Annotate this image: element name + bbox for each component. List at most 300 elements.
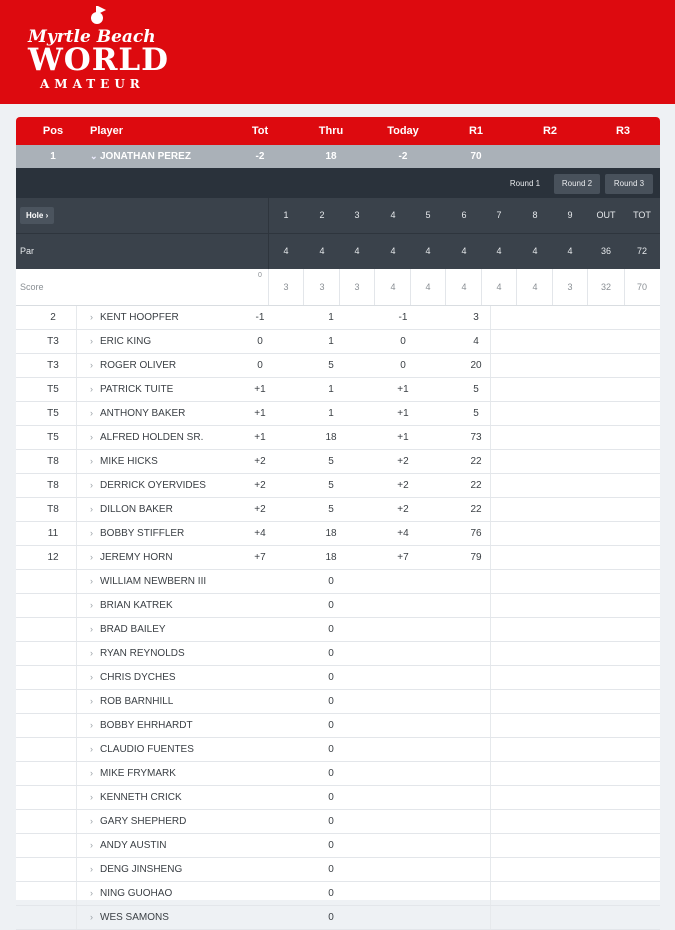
par-value: 4 [567,246,573,256]
player-today [378,642,428,665]
player-today: +1 [397,408,409,419]
par-value: 4 [425,246,431,256]
chevron-right-icon[interactable]: › [90,696,93,706]
table-row[interactable] [16,474,660,498]
table-row[interactable] [16,642,660,666]
par-label: Par [20,246,35,256]
player-name: ALFRED HOLDEN SR. [100,432,204,443]
player-thru: 0 [328,912,334,923]
hole-number: 2 [319,210,325,220]
player-tot [238,642,282,665]
player-today: -1 [398,312,408,323]
player-pos [30,762,76,785]
row-divider [76,522,77,545]
player-tot: +2 [254,480,266,491]
scorecard-divider [268,198,269,233]
player-tot [238,594,282,617]
row-divider [490,474,491,497]
table-row[interactable] [16,714,660,738]
chevron-right-icon[interactable]: › [90,600,93,610]
row-divider [490,834,491,857]
player-cell [90,762,260,785]
player-cell [90,450,260,473]
player-list [16,306,660,930]
player-thru: 0 [328,696,334,707]
row-divider [76,330,77,353]
player-today: +2 [397,504,409,515]
player-tot [238,714,282,737]
logo-line-2: WORLD [28,42,168,78]
chevron-right-icon[interactable]: › [90,528,93,538]
round-2-button[interactable]: Round 2 [554,174,600,194]
player-today: +4 [397,528,409,539]
player-name: BOBBY STIFFLER [100,528,185,539]
par-value: 4 [354,246,360,256]
row-divider [76,762,77,785]
row-divider [490,306,491,329]
player-cell [90,570,260,593]
chevron-down-icon[interactable]: ⌄ [90,151,98,161]
player-tot: 0 [257,360,263,371]
hole-button-label: Hole [26,211,44,220]
chevron-right-icon[interactable]: › [90,384,93,394]
row-divider [490,522,491,545]
player-today: 0 [400,360,406,371]
row-divider [76,618,77,641]
score-divider [445,269,446,305]
player-name: CLAUDIO FUENTES [100,744,194,755]
player-today: +1 [397,432,409,443]
player-r1: 22 [470,480,482,491]
player-name: GARY SHEPHERD [100,816,187,827]
player-name: ANDY AUSTIN [100,840,167,851]
leader-player [90,145,240,168]
score-value: 4 [461,282,467,292]
row-divider [490,498,491,521]
player-thru: 0 [328,744,334,755]
player-tot: +2 [254,456,266,467]
player-name: KENT HOOPFER [100,312,179,323]
score-row [16,269,660,306]
chevron-right-icon[interactable]: › [90,672,93,682]
player-tot: +1 [254,432,266,443]
player-cell [90,834,260,857]
score-divider [339,269,340,305]
chevron-right-icon[interactable]: › [90,816,93,826]
chevron-right-icon[interactable]: › [90,744,93,754]
table-row[interactable] [16,306,660,330]
row-divider [490,786,491,809]
row-divider [76,474,77,497]
site-header [0,0,675,104]
player-tot [238,834,282,857]
table-row[interactable] [16,786,660,810]
table-row[interactable] [16,498,660,522]
player-cell [90,354,260,377]
player-today [378,618,428,641]
player-cell [90,546,260,569]
row-divider [490,714,491,737]
score-divider [624,269,625,305]
player-pos: T8 [47,504,59,515]
scorecard-panel [16,168,660,269]
player-pos: T8 [47,456,59,467]
logo-line-3: AMATEUR [40,77,145,91]
table-row[interactable] [16,378,660,402]
player-thru: 18 [325,432,337,443]
player-pos [30,786,76,809]
table-row[interactable] [16,618,660,642]
player-today [378,882,428,905]
chevron-right-icon[interactable]: › [90,888,93,898]
player-tot [238,738,282,761]
player-today [378,786,428,809]
chevron-right-icon[interactable]: › [90,648,93,658]
table-row[interactable] [16,594,660,618]
chevron-right-icon[interactable]: › [90,912,93,922]
score-divider [374,269,375,305]
player-r1: 4 [473,336,479,347]
player-thru: 5 [328,480,334,491]
row-divider [490,330,491,353]
row-divider [490,690,491,713]
chevron-right-icon[interactable]: › [90,792,93,802]
player-today [378,594,428,617]
player-thru: 5 [328,456,334,467]
player-today [378,738,428,761]
player-today [378,690,428,713]
row-divider [76,738,77,761]
row-divider [490,666,491,689]
player-today [378,714,428,737]
score-divider [410,269,411,305]
player-today: +2 [397,480,409,491]
player-thru: 5 [328,504,334,515]
score-divider [303,269,304,305]
player-cell [90,882,260,905]
row-divider [490,738,491,761]
player-cell [90,642,260,665]
player-r1: 76 [470,528,482,539]
col-r1[interactable]: R1 [468,125,484,137]
player-pos [30,594,76,617]
score-divider [516,269,517,305]
player-cell [90,330,260,353]
player-tot [238,810,282,833]
round-3-button[interactable]: Round 3 [605,174,653,194]
chevron-right-icon[interactable]: › [90,480,93,490]
table-row[interactable] [16,402,660,426]
player-name: BRIAN KATREK [100,600,173,611]
row-divider [490,810,491,833]
player-thru: 0 [328,576,334,587]
player-name: KENNETH CRICK [100,792,182,803]
player-pos [30,834,76,857]
table-row[interactable] [16,522,660,546]
player-cell [90,474,260,497]
row-divider [76,882,77,905]
row-divider [76,402,77,425]
player-pos [30,858,76,881]
player-name: CHRIS DYCHES [100,672,176,683]
score-value: 3 [319,282,325,292]
player-today [378,834,428,857]
hole-number: 9 [567,210,573,220]
player-name: BOBBY EHRHARDT [100,720,193,731]
logo-line-1: Myrtle Beach [28,27,156,47]
player-pos [30,738,76,761]
player-tot: +7 [254,552,266,563]
score-divider [587,269,588,305]
table-row[interactable] [16,570,660,594]
col-tot[interactable]: Tot [251,125,269,137]
chevron-right-icon[interactable]: › [90,360,93,370]
table-row[interactable] [16,738,660,762]
row-divider [76,426,77,449]
chevron-right-icon[interactable]: › [90,336,93,346]
player-cell [90,810,260,833]
leaderboard-header [16,117,660,145]
table-row[interactable] [16,330,660,354]
score-value: 3 [283,282,289,292]
player-pos [30,642,76,665]
player-tot [238,786,282,809]
row-divider [490,402,491,425]
row-divider [490,882,491,905]
hole-tot-label: TOT [633,210,651,220]
player-cell [90,666,260,689]
col-pos[interactable]: Pos [42,125,64,137]
player-cell [90,522,260,545]
chevron-right-icon[interactable]: › [90,312,93,322]
hole-number: 5 [425,210,431,220]
chevron-right-icon: › [45,211,49,220]
leader-row[interactable] [16,145,660,168]
score-value: 4 [390,282,396,292]
table-row[interactable] [16,834,660,858]
hole-button[interactable] [20,207,54,224]
player-today: +2 [397,456,409,467]
player-name: ROGER OLIVER [100,360,177,371]
player-today [378,666,428,689]
player-tot: -1 [255,312,265,323]
player-cell [90,786,260,809]
player-thru: 0 [328,720,334,731]
row-divider [76,498,77,521]
player-name: JEREMY HORN [100,552,173,563]
player-pos [30,810,76,833]
player-pos: T5 [47,408,59,419]
chevron-right-icon[interactable]: › [90,408,93,418]
par-out: 36 [600,246,611,256]
table-row[interactable] [16,546,660,570]
player-tot [238,666,282,689]
row-divider [76,810,77,833]
hole-number: 1 [283,210,289,220]
chevron-right-icon[interactable]: › [90,624,93,634]
par-value: 4 [390,246,396,256]
player-tot [238,882,282,905]
row-divider [76,594,77,617]
hole-number: 4 [390,210,396,220]
hole-number: 3 [354,210,360,220]
player-today [378,762,428,785]
player-today [378,858,428,881]
hole-number: 8 [532,210,538,220]
col-player[interactable]: Player [90,125,124,137]
player-thru: 5 [328,360,334,371]
col-today[interactable]: Today [387,125,419,137]
chevron-right-icon[interactable]: › [90,720,93,730]
player-cell [90,690,260,713]
player-thru: 18 [325,552,337,563]
row-divider [490,594,491,617]
table-row[interactable] [16,762,660,786]
chevron-right-icon[interactable]: › [90,456,93,466]
player-today [378,906,428,929]
player-thru: 0 [328,840,334,851]
row-divider [490,450,491,473]
score-divider [481,269,482,305]
player-today [378,810,428,833]
table-row[interactable] [16,690,660,714]
leader-thru: 18 [325,151,337,162]
row-divider [490,858,491,881]
player-pos: 2 [50,312,56,323]
player-cell [90,618,260,641]
score-value: 4 [425,282,431,292]
chevron-right-icon[interactable]: › [90,576,93,586]
row-divider [490,570,491,593]
col-r3[interactable]: R3 [615,125,631,137]
player-tot [238,570,282,593]
row-divider [76,786,77,809]
player-cell [90,426,260,449]
player-pos [30,666,76,689]
player-name: RYAN REYNOLDS [100,648,185,659]
player-cell [90,306,260,329]
player-cell [90,906,260,929]
player-r1: 5 [473,408,479,419]
chevron-right-icon[interactable]: › [90,504,93,514]
table-row[interactable] [16,450,660,474]
player-r1: 20 [470,360,482,371]
player-pos: T3 [47,360,59,371]
chevron-right-icon[interactable]: › [90,552,93,562]
player-today [378,570,428,593]
round-1-button[interactable]: Round 1 [505,174,545,194]
leader-name: JONATHAN PEREZ [100,151,191,162]
player-thru: 0 [328,600,334,611]
table-row[interactable] [16,810,660,834]
player-name: DENG JINSHENG [100,864,183,875]
row-divider [76,834,77,857]
score-value: 3 [567,282,573,292]
row-divider [76,666,77,689]
chevron-right-icon[interactable]: › [90,864,93,874]
chevron-right-icon[interactable]: › [90,768,93,778]
par-row [16,233,660,270]
table-row[interactable] [16,906,660,930]
row-divider [490,378,491,401]
player-cell [90,738,260,761]
player-name: DILLON BAKER [100,504,173,515]
par-value: 4 [496,246,502,256]
player-thru: 18 [325,528,337,539]
score-divider [552,269,553,305]
player-name: WES SAMONS [100,912,169,923]
player-cell [90,714,260,737]
player-tot: +4 [254,528,266,539]
player-thru: 0 [328,624,334,635]
par-value: 4 [319,246,325,256]
player-today: +7 [397,552,409,563]
col-thru[interactable]: Thru [318,125,344,137]
col-r2[interactable]: R2 [542,125,558,137]
table-row[interactable] [16,354,660,378]
row-divider [76,546,77,569]
row-divider [76,906,77,929]
row-divider [76,714,77,737]
player-tot: +2 [254,504,266,515]
row-divider [76,306,77,329]
table-row[interactable] [16,858,660,882]
player-name: ANTHONY BAKER [100,408,186,419]
player-thru: 0 [328,768,334,779]
player-cell [90,858,260,881]
player-thru: 1 [328,384,334,395]
score-value: 4 [496,282,502,292]
player-name: MIKE FRYMARK [100,768,176,779]
player-tot [238,906,282,929]
player-thru: 1 [328,336,334,347]
player-pos: 11 [47,528,59,539]
player-pos [30,714,76,737]
myrtle-beach-world-amateur-logo[interactable] [24,6,174,96]
row-divider [76,354,77,377]
table-row[interactable] [16,426,660,450]
player-tot [238,618,282,641]
chevron-right-icon[interactable]: › [90,432,93,442]
leader-today: -2 [398,151,408,162]
score-label: Score [20,282,44,292]
row-divider [490,618,491,641]
chevron-right-icon[interactable]: › [90,840,93,850]
row-divider [76,450,77,473]
player-name: DERRICK OYERVIDES [100,480,206,491]
player-pos: T8 [47,480,59,491]
row-divider [490,642,491,665]
score-marker: 0 [258,272,262,279]
player-cell [90,594,260,617]
score-value: 3 [354,282,360,292]
player-cell [90,378,260,401]
table-row[interactable] [16,666,660,690]
table-row[interactable] [16,882,660,906]
row-divider [76,378,77,401]
player-r1: 5 [473,384,479,395]
row-divider [76,690,77,713]
par-tot: 72 [636,246,647,256]
row-divider [76,858,77,881]
par-value: 4 [532,246,538,256]
player-cell [90,498,260,521]
player-tot: +1 [254,384,266,395]
player-name: WILLIAM NEWBERN III [100,576,207,587]
score-tot: 70 [636,282,647,292]
player-pos: T5 [47,384,59,395]
player-today: 0 [400,336,406,347]
